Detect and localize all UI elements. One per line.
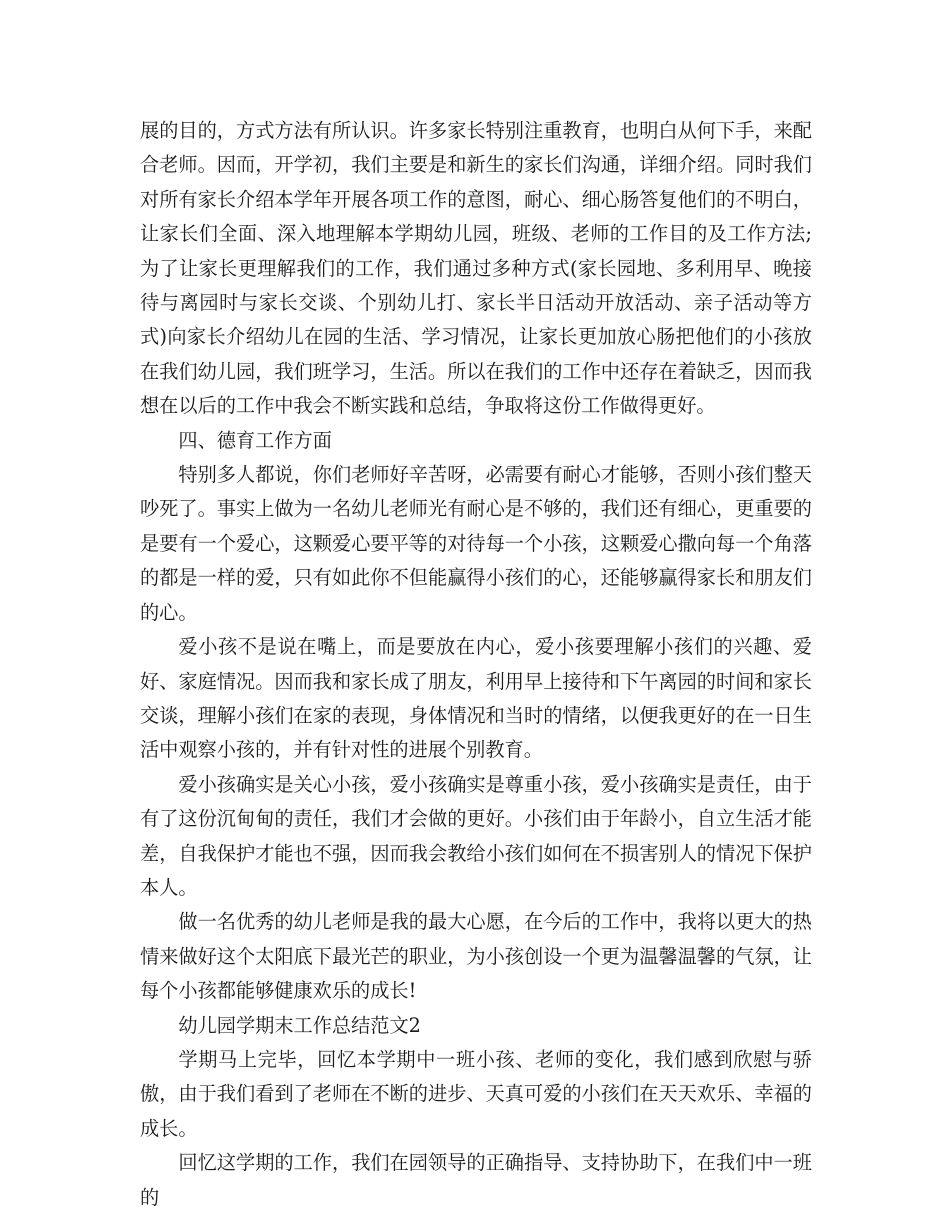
section-heading-sample-2: 幼儿园学期末工作总结范文2 <box>178 1013 421 1037</box>
section-heading-moral-education: 四、德育工作方面 <box>178 428 332 452</box>
document-body <box>140 114 812 1215</box>
paragraph-review-work: 回忆这学期的工作，我们在园领导的正确指导、支持协助下，在我们中一班的 <box>140 1151 812 1209</box>
paragraph-parent-communication: 展的目的，方式方法有所认识。许多家长特别注重教育，也明白从何下手，来配合老师。因而，开学初，我们主要是和新生的家长们沟通，详细介绍。同时我们对所有家长介绍本学年开展各项工作的意图，耐心、细心肠答复他们的不明白，让家长们全面、深入地理解本学期幼儿园，班级、老师的工作目的及工作方法;为了让家长更理解我们的工作，我们通过多种方式(家长园地、多利用早、晚接待与离园时与家长交谈、个别幼儿打、家长半日活动开放活动、亲子活动等方式)向家长介绍幼儿在园的生活、学习情况，让家长更加放心肠把他们的小孩放在我们幼儿园，我们班学习，生活。所以在我们的工作中还存在着缺乏，因而我想在以后的工作中我会不断实践和总结，争取将这份工作做得更好。 <box>140 119 812 418</box>
paragraph-love-is-responsibility: 爱小孩确实是关心小孩，爱小孩确实是尊重小孩，爱小孩确实是责任，由于有了这份沉甸甸的责任，我们才会做的更好。小孩们由于年龄小，自立生活才能差，自我保护才能也不强，因而我会教给小孩们如何在不损害别人的情况下保护本人。 <box>140 772 812 899</box>
paragraph-semester-end: 学期马上完毕，回忆本学期中一班小孩、老师的变化，我们感到欣慰与骄傲，由于我们看到了老师在不断的进步、天真可爱的小孩们在天天欢乐、幸福的成长。 <box>140 1047 812 1140</box>
paragraph-aspiration: 做一名优秀的幼儿老师是我的最大心愿，在今后的工作中，我将以更大的热情来做好这个太阳底下最光芒的职业，为小孩创设一个更为温馨温馨的气氛，让每个小孩都能够健康欢乐的成长! <box>140 910 812 1003</box>
paragraph-patience-and-love: 特别多人都说，你们老师好辛苦呀，必需要有耐心才能够，否则小孩们整天吵死了。事实上做为一名幼儿老师光有耐心是不够的，我们还有细心，更重要的是要有一个爱心，这颗爱心要平等的对待每一个小孩，这颗爱心撒向每一个角落的都是一样的爱，只有如此你不但能赢得小孩们的心，还能够赢得家长和朋友们的心。 <box>140 463 812 624</box>
paragraph-love-in-heart: 爱小孩不是说在嘴上，而是要放在内心，爱小孩要理解小孩们的兴趣、爱好、家庭情况。因而我和家长成了朋友，利用早上接待和下午离园的时间和家长交谈，理解小孩们在家的表现，身体情况和当时的情绪，以便我更好的在一日生活中观察小孩的，并有针对性的进展个别教育。 <box>140 635 812 762</box>
